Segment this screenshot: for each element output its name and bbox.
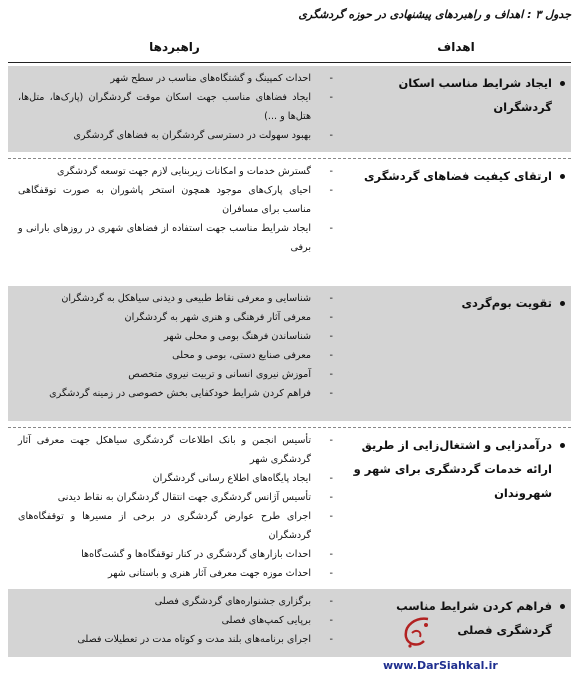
goal-cell (343, 428, 571, 582)
strategy-text: برپایی کمپ‌های فصلی (221, 615, 311, 626)
table-row (8, 427, 571, 582)
list-item: - اجرای طرح عوارض گردشگری در برخی از مسیرها و توقفگاه‌های گردشگران (18, 507, 333, 545)
list-item: - فراهم کردن شرایط خودکفایی بخش خصوصی در زمینه گردشگری (18, 384, 333, 403)
list-item: - احداث کمپینگ و گشتگاه‌های مناسب در سطح شهر (18, 69, 333, 88)
bullet-icon (560, 301, 565, 306)
siahkal-logo-icon (398, 613, 434, 653)
table-row (8, 286, 571, 421)
strategies-cell (8, 428, 343, 582)
strategies-cell (8, 66, 343, 152)
list-item: - آموزش نیروی انسانی و تربیت نیروی متخصص (18, 365, 333, 384)
strategy-text: آموزش نیروی انسانی و تربیت نیروی متخصص (128, 369, 311, 380)
strategy-text: شناسایی و معرفی نقاط طبیعی و دیدنی سیاهکل به گردشگران (61, 293, 311, 304)
strategies-cell (8, 159, 343, 278)
list-item: - احداث بازارهای گردشگری در کنار توقفگاه‌ها و گشت‌گاه‌ها (18, 545, 333, 564)
strategy-text: احداث موزه جهت معرفی آثار هنری و باستانی شهر (107, 568, 311, 579)
list-item: - معرفی آثار فرهنگی و هنری شهر به گردشگران (18, 308, 333, 327)
list-item: - تأسیس آژانس گردشگری جهت انتقال گردشگران به نقاط دیدنی (18, 488, 333, 507)
bullet-icon (560, 443, 565, 448)
strategy-text: اجرای برنامه‌های بلند مدت و کوتاه مدت در تعطیلات فصلی (77, 634, 311, 645)
list-item: - برپایی کمپ‌های فصلی (18, 611, 333, 630)
list-item: - گسترش خدمات و امکانات زیربنایی لازم جهت توسعه گردشگری (18, 162, 333, 181)
list-item: - ایجاد شرایط مناسب جهت استفاده از فضاهای شهری در روزهای بارانی و برفی (18, 219, 333, 257)
list-item: - ایجاد پایگاه‌های اطلاع رسانی گردشگران (18, 469, 333, 488)
goal-text: فراهم کردن شرایط مناسب گردشگری فصلی (396, 599, 552, 637)
strategy-text: فراهم کردن شرایط خودکفایی بخش خصوصی در زمینه گردشگری (49, 388, 311, 399)
website-link[interactable]: www.DarSiahkal.ir (383, 659, 498, 672)
list-item: - تأسیس انجمن و بانک اطلاعات گردشگری سیاهکل جهت معرفی آثار گردشگری شهر (18, 431, 333, 469)
bullet-icon (560, 604, 565, 609)
strategy-text: ایجاد فضاهای مناسب جهت اسکان موقت گردشگران (پارک‌ها، متل‌ها، هتل‌ها و ...) (18, 92, 311, 122)
strategy-text: معرفی صنایع دستی، بومی و محلی (172, 350, 311, 361)
goal-text: ارتقای کیفیت فضاهای گردشگری (364, 169, 552, 183)
list-item: - معرفی صنایع دستی، بومی و محلی (18, 346, 333, 365)
strategy-text: احداث بازارهای گردشگری در کنار توقفگاه‌ها و گشت‌گاه‌ها (81, 549, 311, 560)
list-item: - احداث موزه جهت معرفی آثار هنری و باستانی شهر (18, 564, 333, 583)
header-strategies: راهبردها (149, 40, 200, 54)
goal-cell (343, 159, 571, 278)
strategy-text: ایجاد پایگاه‌های اطلاع رسانی گردشگران (152, 473, 311, 484)
goal-text: تقویت بوم‌گردی (461, 296, 552, 310)
bullet-icon (560, 174, 565, 179)
strategy-text: تأسیس آژانس گردشگری جهت انتقال گردشگران به نقاط دیدنی (57, 492, 311, 503)
bullet-icon (560, 81, 565, 86)
strategy-text: تأسیس انجمن و بانک اطلاعات گردشگری سیاهکل جهت معرفی آثار گردشگری شهر (18, 435, 311, 465)
list-item: - احیای پارک‌های موجود همچون استخر پاشوران به صورت توقفگاهی مناسب برای مسافران (18, 181, 333, 219)
table-header (8, 40, 571, 63)
strategy-text: احداث کمپینگ و گشتگاه‌های مناسب در سطح شهر (110, 73, 311, 84)
strategy-text: برگزاری جشنواره‌های گردشگری فصلی (154, 596, 311, 607)
strategy-text: گسترش خدمات و امکانات زیربنایی لازم جهت توسعه گردشگری (56, 166, 311, 177)
list-item: - برگزاری جشنواره‌های گردشگری فصلی (18, 592, 333, 611)
table-row (8, 589, 571, 657)
table-row (8, 66, 571, 152)
goal-cell (343, 286, 571, 421)
table-caption: جدول ۳ : اهداف و راهبردهای پیشنهادی در حوزه گردشگری (298, 8, 571, 21)
strategy-text: ایجاد شرایط مناسب جهت استفاده از فضاهای شهری در روزهای بارانی و برفی (18, 223, 311, 253)
list-item: - ایجاد فضاهای مناسب جهت اسکان موقت گردشگران (پارک‌ها، متل‌ها، هتل‌ها و ...) (18, 88, 333, 126)
strategy-text: بهبود سهولت در دسترسی گردشگران به فضاهای گردشگری (73, 130, 311, 141)
strategies-cell (8, 589, 343, 657)
strategy-text: شناساندن فرهنگ بومی و محلی شهر (164, 331, 311, 342)
goal-text: درآمدزایی و اشتغال‌زایی از طریق ارائه خدمات گردشگری برای شهر و شهروندان (353, 438, 552, 500)
goal-cell (343, 66, 571, 152)
list-item: - شناساندن فرهنگ بومی و محلی شهر (18, 327, 333, 346)
list-item: - اجرای برنامه‌های بلند مدت و کوتاه مدت در تعطیلات فصلی (18, 630, 333, 649)
list-item: - شناسایی و معرفی نقاط طبیعی و دیدنی سیاهکل به گردشگران (18, 289, 333, 308)
goal-cell (343, 589, 571, 657)
strategy-text: احیای پارک‌های موجود همچون استخر پاشوران به صورت توقفگاهی مناسب برای مسافران (18, 185, 311, 215)
header-goals: اهداف (437, 40, 475, 54)
strategy-text: اجرای طرح عوارض گردشگری در برخی از مسیرها و توقفگاه‌های گردشگران (18, 511, 311, 541)
goal-text: ایجاد شرایط مناسب اسکان گردشگران (398, 76, 552, 114)
list-item: - بهبود سهولت در دسترسی گردشگران به فضاهای گردشگری (18, 126, 333, 145)
strategies-cell (8, 286, 343, 421)
strategy-text: معرفی آثار فرهنگی و هنری شهر به گردشگران (124, 312, 311, 323)
table-row (8, 158, 571, 278)
